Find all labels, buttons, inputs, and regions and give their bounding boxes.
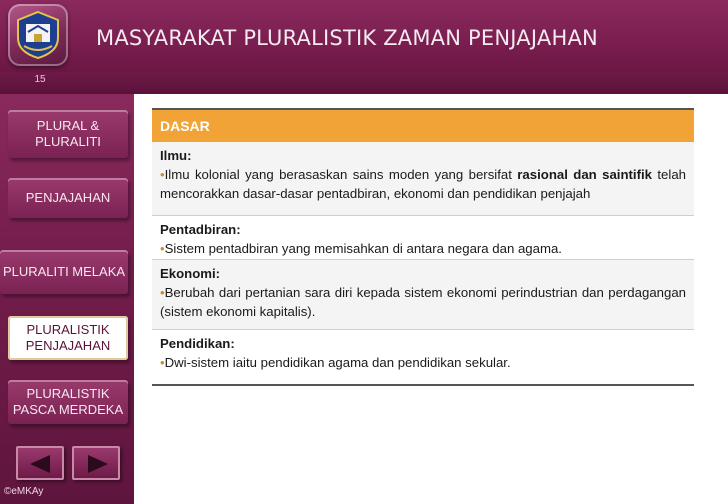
sidebar-item-label: PLURALISTIK PENJAJAHAN	[25, 322, 111, 353]
row-text-part: Dwi-sistem iaitu pendidikan agama dan pendidikan sekular.	[164, 355, 511, 370]
sidebar-item-penjajahan[interactable]	[8, 178, 128, 218]
row-text-ilmu	[160, 165, 686, 203]
table-row	[152, 260, 694, 330]
row-title-ekonomi: Ekonomi:	[160, 266, 221, 281]
sidebar-item-plural-pluraliti[interactable]	[8, 110, 128, 158]
row-text-pentadbiran	[160, 239, 686, 258]
bullet: •	[160, 241, 165, 256]
slide-number: 15	[34, 74, 46, 85]
table-header: DASAR	[152, 108, 694, 142]
page-title: MASYARAKAT PLURALISTIK ZAMAN PENJAJAHAN	[96, 26, 598, 50]
triangle-right-icon	[84, 454, 110, 474]
table-row	[152, 142, 694, 216]
sidebar-item-pluraliti-melaka[interactable]	[0, 250, 128, 294]
sidebar-item-pluralistik-pasca-merdeka[interactable]	[8, 380, 128, 424]
table-row	[152, 216, 694, 260]
bullet: •	[160, 167, 165, 182]
table-row	[152, 330, 694, 386]
uitm-crest-icon	[8, 4, 68, 66]
row-text-ekonomi	[160, 283, 686, 321]
bullet: •	[160, 285, 165, 300]
row-text-part: Sistem pentadbiran yang memisahkan di antara negara dan agama.	[164, 241, 562, 256]
sidebar-item-label: PENJAJAHAN	[25, 190, 111, 205]
row-text-bold: rasional dan saintifik	[517, 167, 652, 182]
row-text-part: Berubah dari pertanian sara diri kepada sistem ekonomi perindustrian dan perdagangan (sistem ekonomi kapitalis).	[160, 285, 686, 319]
row-title-pendidikan: Pendidikan:	[160, 336, 235, 351]
sidebar-item-label: PLURALITI MELAKA	[2, 264, 126, 279]
sidebar-item-label: PLURALISTIK PASCA MERDEKA	[12, 386, 124, 417]
row-text-pendidikan	[160, 353, 686, 372]
previous-slide-button[interactable]	[16, 446, 64, 480]
row-title-pentadbiran: Pentadbiran:	[160, 222, 241, 237]
sidebar-item-pluralistik-penjajahan[interactable]	[8, 316, 128, 360]
policy-table	[152, 108, 694, 386]
bullet: •	[160, 355, 165, 370]
next-slide-button[interactable]	[72, 446, 120, 480]
triangle-left-icon	[28, 454, 54, 474]
row-text-part: telah mencorakkan dasar-dasar pentadbiran, ekonomi dan pendidikan penjajah	[160, 167, 686, 201]
row-text-part: Ilmu kolonial yang berasaskan sains moden yang bersifat	[164, 167, 518, 182]
sidebar-item-label: PLURAL & PLURALITI	[35, 118, 101, 149]
copyright-text: ©eMKAy	[4, 486, 44, 497]
header-strip	[0, 72, 728, 94]
row-title-ilmu: Ilmu:	[160, 148, 192, 163]
